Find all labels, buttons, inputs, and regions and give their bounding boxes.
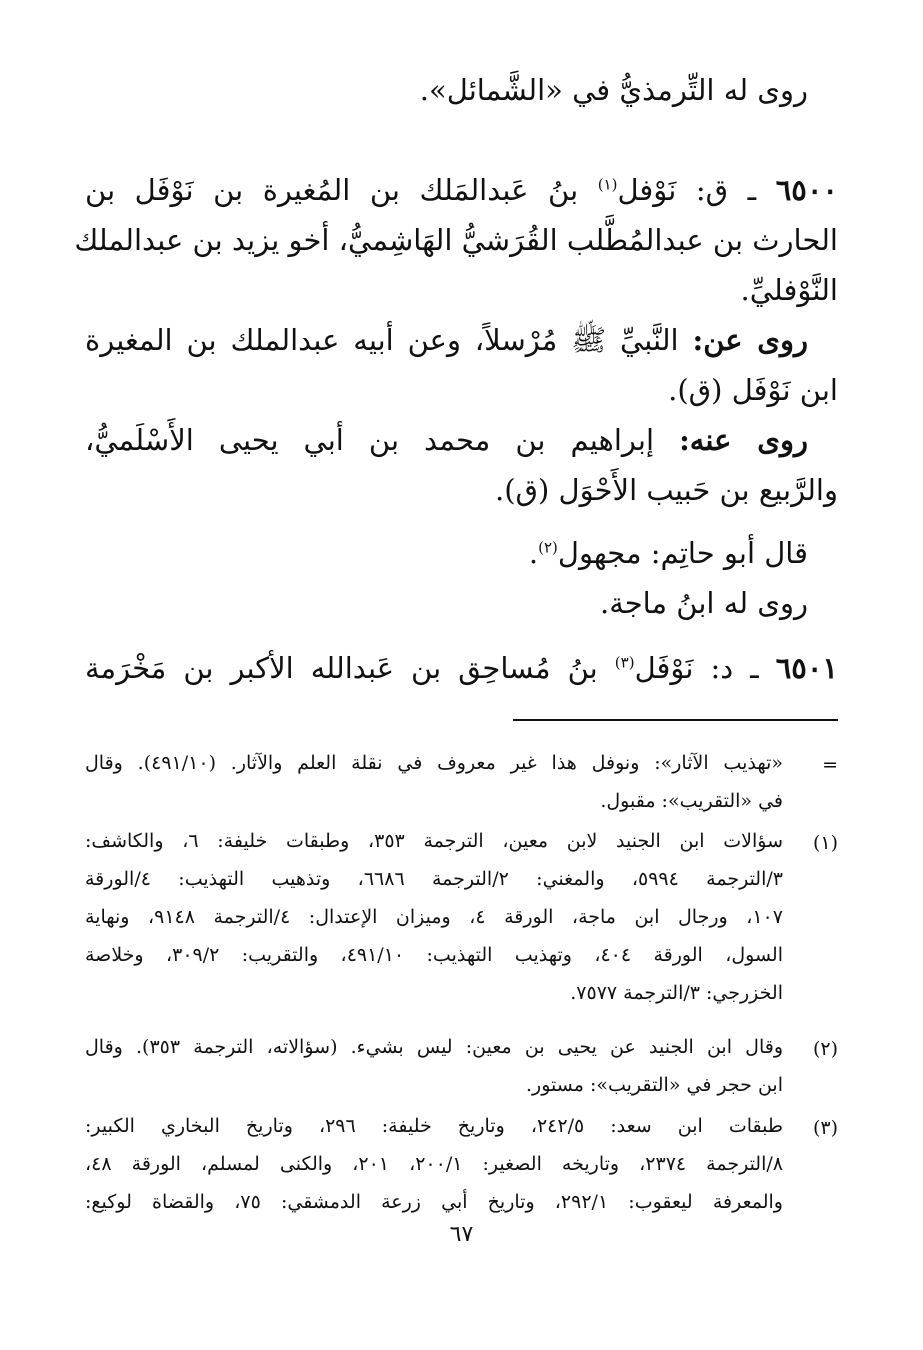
qala-text: قال أبو حاتِم: مجهول bbox=[557, 536, 808, 570]
footnote-3-marker: (٣) bbox=[812, 1117, 838, 1139]
footnote-text: ٣/الترجمة ٥٩٩٤، والمغني: ٢/الترجمة ٦٦٨٦، وتذهيب التهذيب: ٤/الورقة bbox=[85, 868, 783, 890]
footnote-3-line-2 bbox=[85, 1151, 783, 1177]
rawa-anhu-label: روى عنه: bbox=[679, 423, 808, 457]
footnote-text: طبقات ابن سعد: ٢٤٢/٥، وتاريخ خليفة: ٢٩٦، وتاريخ البخاري الكبير: bbox=[85, 1115, 783, 1137]
rawa-an-label: روى عن: bbox=[692, 323, 809, 357]
rawa-anhu-line-2 bbox=[85, 470, 838, 510]
footnote-1-line-5 bbox=[85, 980, 783, 1006]
footnote-text: ١٠٧، ورجال ابن ماجة، الورقة ٤، وميزان الإعتدال: ٤/الترجمة ٩١٤٨، ونهاية bbox=[85, 906, 783, 928]
footnote-text: والمعرفة ليعقوب: ٢٩٢/١، وتاريخ أبي زرعة الدمشقي: ٧٥، والقضاة لوكيع: bbox=[85, 1191, 783, 1213]
footnote-ref-1: (١) bbox=[597, 175, 618, 194]
rawa-an-text-end: ابن نَوْفَل (ق). bbox=[668, 373, 838, 407]
footnote-cont-line-2 bbox=[85, 788, 783, 814]
entry-heading: ـ د: نَوْفَل bbox=[634, 651, 759, 685]
rawa-an-text: النَّبيِّ ﷺ مُرْسلاً، وعن أبيه عبدالملك بن المغيرة bbox=[85, 323, 679, 357]
entry-6500-line-2 bbox=[74, 220, 838, 260]
rawa-an-line-2 bbox=[85, 370, 838, 410]
page-number: ٦٧ bbox=[449, 1222, 474, 1247]
rawa-lahu-line bbox=[85, 583, 808, 623]
entry-number: ٦٥٠١ bbox=[775, 651, 839, 685]
entry-6501-line-1 bbox=[85, 648, 838, 688]
entry-heading-rest: بنُ عَبدالمَلك بن المُغيرة بن نَوْفَل بن bbox=[85, 173, 579, 207]
entry-6500-line-3 bbox=[85, 270, 838, 310]
entry-heading: ـ ق: نَوْفل bbox=[617, 173, 757, 207]
rawa-anhu-text: إبراهيم بن محمد بن أبي يحيى الأَسْلَميُّ، bbox=[85, 423, 655, 457]
continuation-line bbox=[85, 70, 808, 110]
footnote-text: ٨/الترجمة ٢٣٧٤، وتاريخه الصغير: ٢٠٠/١، ٢٠١، والكنى لمسلم، الورقة ٤٨، bbox=[85, 1153, 783, 1175]
entry-heading-rest: بنُ مُساحِق بن عَبدالله الأكبر بن مَخْرَمة bbox=[85, 651, 598, 685]
footnote-ref-2: (٢) bbox=[538, 538, 558, 557]
footnote-3-line-3 bbox=[85, 1189, 783, 1215]
footnote-text: سؤالات ابن الجنيد لابن معين، الترجمة ٣٥٣، وطبقات خليفة: ٦، والكاشف: bbox=[85, 830, 783, 852]
footnote-text: الخزرجي: ٣/الترجمة ٧٥٧٧. bbox=[570, 982, 783, 1004]
footnote-text: ابن حجر في «التقريب»: مستور. bbox=[526, 1074, 783, 1096]
rawa-lahu-text: روى له ابنُ ماجة. bbox=[599, 586, 808, 620]
footnote-ref-3: (٣) bbox=[614, 653, 635, 672]
footnote-1-marker: (١) bbox=[812, 832, 838, 854]
footnote-text: «تهذيب الآثار»: ونوفل هذا غير معروف في نقلة العلم والآثار. (٤٩١/١٠). وقال bbox=[85, 752, 783, 774]
entry-lineage-end: النَّوْفليِّ. bbox=[740, 273, 838, 307]
continuation-text: روى له التِّرمذيُّ في «الشَّمائل». bbox=[419, 73, 808, 107]
footnote-separator bbox=[513, 719, 838, 721]
footnote-cont-line-1 bbox=[85, 750, 783, 776]
footnote-text: في «التقريب»: مقبول. bbox=[600, 790, 783, 812]
entry-lineage: الحارث بن عبدالمُطَّلب القُرَشيُّ الهَاشِميُّ، أخو يزيد بن عبدالملك bbox=[74, 223, 838, 257]
footnote-2-marker: (٢) bbox=[812, 1038, 838, 1060]
rawa-an-line-1 bbox=[85, 320, 808, 360]
footnote-cont-marker: = bbox=[822, 754, 838, 776]
footnote-2-line-1 bbox=[85, 1034, 783, 1060]
footnote-1-line-2 bbox=[85, 866, 783, 892]
entry-number: ٦٥٠٠ bbox=[775, 173, 838, 207]
entry-6500-line-1 bbox=[85, 170, 838, 210]
footnote-text: السول، الورقة ٤٠٤، وتهذيب التهذيب: ٤٩١/١٠، والتقريب: ٣٠٩/٢، وخلاصة bbox=[85, 944, 783, 966]
qala-end: . bbox=[528, 536, 539, 570]
footnote-text: وقال ابن الجنيد عن يحيى بن معين: ليس بشيء. (سؤالاته، الترجمة ٣٥٣). وقال bbox=[85, 1036, 783, 1058]
footnote-1-line-3 bbox=[85, 904, 783, 930]
footnote-3-line-1 bbox=[85, 1113, 783, 1139]
footnote-2-line-2 bbox=[85, 1072, 783, 1098]
footnote-1-line-4 bbox=[85, 942, 783, 968]
rawa-anhu-line-1 bbox=[85, 420, 808, 460]
footnote-1-line-1 bbox=[85, 828, 783, 854]
qala-line bbox=[85, 533, 808, 573]
rawa-anhu-text-end: والرَّبيع بن حَبيب الأَحْوَل (ق). bbox=[494, 473, 838, 507]
